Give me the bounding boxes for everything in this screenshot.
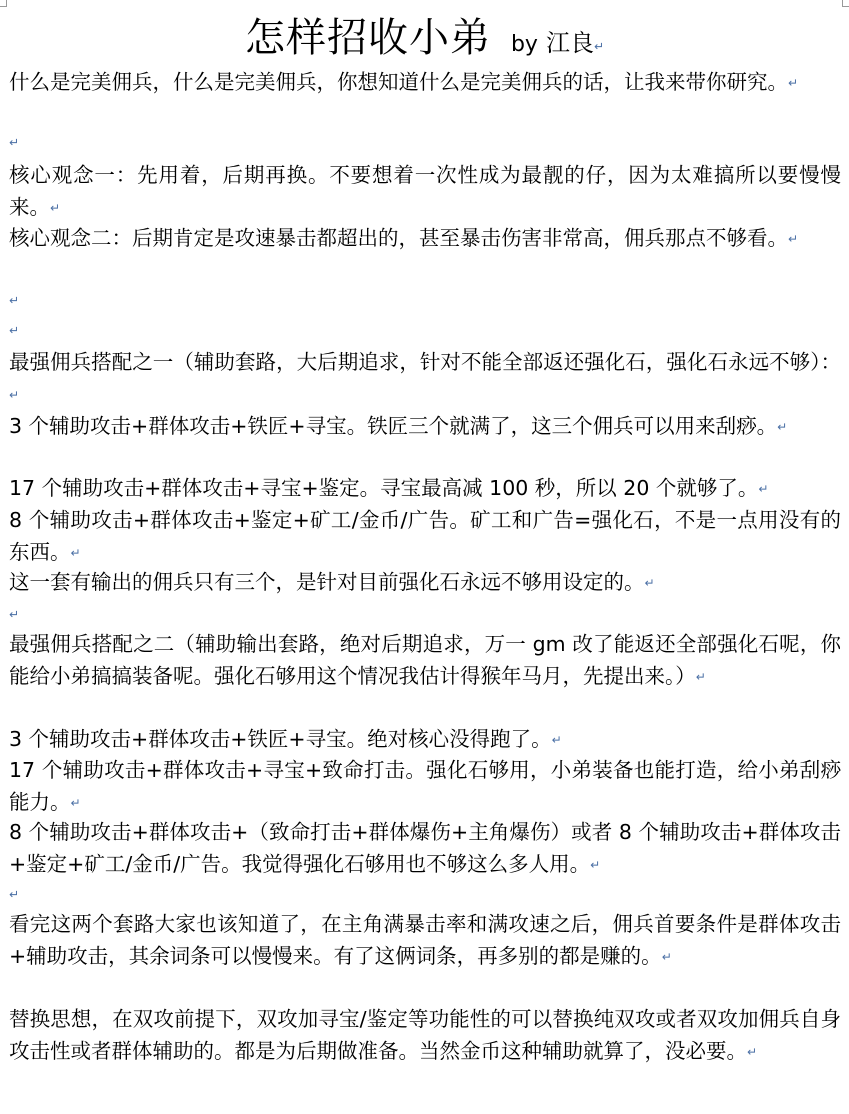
paragraph-mark-icon: ↵ <box>661 950 672 964</box>
paragraph-mark-icon: ↵ <box>590 858 601 872</box>
paragraph-text: 3 个辅助攻击+群体攻击+铁匠+寻宝。铁匠三个就满了，这三个佣兵可以用来刮痧。 <box>9 414 778 438</box>
paragraph-mark-icon: ↵ <box>9 887 20 902</box>
paragraph-mark-icon: ↵ <box>70 546 81 560</box>
empty-paragraph[interactable] <box>9 884 29 908</box>
paragraph-mark-icon: ↵ <box>70 796 81 810</box>
paragraph[interactable] <box>9 504 841 569</box>
paragraph-text: 8 个辅助攻击+群体攻击+鉴定+矿工/金币/广告。矿工和广告=强化石，不是一点用没有的东西。 <box>9 508 841 564</box>
paragraph-mark-icon: ↵ <box>747 1045 758 1059</box>
paragraph-text: 这一套有输出的佣兵只有三个，是针对目前强化石永远不够用设定的。 <box>9 570 645 594</box>
paragraph-text: 8 个辅助攻击+群体攻击+（致命打击+群体爆伤+主角爆伤）或者 8 个辅助攻击+群体攻击+鉴定+矿工/金币/广告。我觉得强化石够用也不够这么多人用。 <box>9 820 841 876</box>
paragraph-text: 最强佣兵搭配之一（辅助套路，大后期追求，针对不能全部返还强化石，强化石永远不够）： <box>9 350 841 374</box>
paragraph[interactable] <box>9 816 841 881</box>
document-title <box>0 6 849 63</box>
paragraph-mark-icon: ↵ <box>644 576 655 590</box>
title-text: 怎样招收小弟 <box>244 15 491 61</box>
paragraph-mark-icon: ↵ <box>9 293 20 308</box>
paragraph[interactable] <box>9 566 841 599</box>
paragraph[interactable] <box>9 908 841 973</box>
paragraph[interactable] <box>9 346 841 411</box>
paragraph[interactable] <box>9 410 841 443</box>
paragraph-mark-icon: ↵ <box>758 482 769 496</box>
paragraph-mark-icon: ↵ <box>9 388 20 402</box>
paragraph-mark-icon: ↵ <box>777 420 788 434</box>
paragraph-text: 看完这两个套路大家也该知道了，在主角满暴击率和满攻速之后，佣兵首要条件是群体攻击+辅助攻击，其余词条可以慢慢来。有了这俩词条，再多别的都是赚的。 <box>9 912 841 968</box>
paragraph-mark-icon: ↵ <box>695 670 706 684</box>
paragraph-text: 什么是完美佣兵，什么是完美佣兵，你想知道什么是完美佣兵的话，让我来带你研究。 <box>9 70 788 94</box>
paragraph-text: 核心观念一：先用着，后期再换。不要想着一次性成为最靓的仔，因为太难搞所以要慢慢来。 <box>9 163 841 219</box>
paragraph-mark-icon: ↵ <box>9 323 20 338</box>
empty-paragraph[interactable] <box>9 604 29 628</box>
paragraph[interactable] <box>9 472 841 505</box>
paragraph-mark-icon: ↵ <box>788 232 799 246</box>
paragraph-text: 核心观念二：后期肯定是攻速暴击都超出的，甚至暴击伤害非常高，佣兵那点不够看。 <box>9 226 788 250</box>
empty-paragraph[interactable] <box>9 132 29 156</box>
paragraph-mark-icon: ↵ <box>9 607 20 622</box>
paragraph[interactable] <box>9 66 841 99</box>
paragraph-text: 3 个辅助攻击+群体攻击+铁匠+寻宝。绝对核心没得跑了。 <box>9 727 552 751</box>
paragraph-text: 替换思想，在双攻前提下，双攻加寻宝/鉴定等功能性的可以替换纯双攻或者双攻加佣兵自身攻击性或者群体辅助的。都是为后期做准备。当然金币这种辅助就算了，没必要。 <box>9 1007 841 1063</box>
paragraph[interactable] <box>9 754 841 819</box>
title-author: 江良 <box>545 29 594 57</box>
paragraph-text: 17 个辅助攻击+群体攻击+寻宝+鉴定。寻宝最高减 100 秒，所以 20 个就够了。 <box>9 476 759 500</box>
paragraph[interactable] <box>9 628 841 693</box>
paragraph-text: 17 个辅助攻击+群体攻击+寻宝+致命打击。强化石够用，小弟装备也能打造，给小弟刮痧能力。 <box>9 758 841 814</box>
paragraph-mark-icon: ↵ <box>9 135 20 150</box>
paragraph-mark-icon: ↵ <box>50 201 61 215</box>
paragraph-text: 最强佣兵搭配之二（辅助输出套路，绝对后期追求，万一 gm 改了能返还全部强化石呢，你能给小弟搞搞装备呢。强化石够用这个情况我估计得猴年马月，先提出来。） <box>9 632 841 688</box>
paragraph[interactable] <box>9 1003 841 1068</box>
paragraph-mark-icon: ↵ <box>788 76 799 90</box>
empty-paragraph[interactable] <box>9 290 29 314</box>
paragraph[interactable] <box>9 723 841 756</box>
paragraph[interactable] <box>9 222 841 255</box>
title-by: by <box>510 32 538 57</box>
paragraph[interactable] <box>9 159 841 224</box>
empty-paragraph[interactable] <box>9 320 29 344</box>
paragraph-mark-icon: ↵ <box>593 39 605 54</box>
paragraph-mark-icon: ↵ <box>551 733 562 747</box>
